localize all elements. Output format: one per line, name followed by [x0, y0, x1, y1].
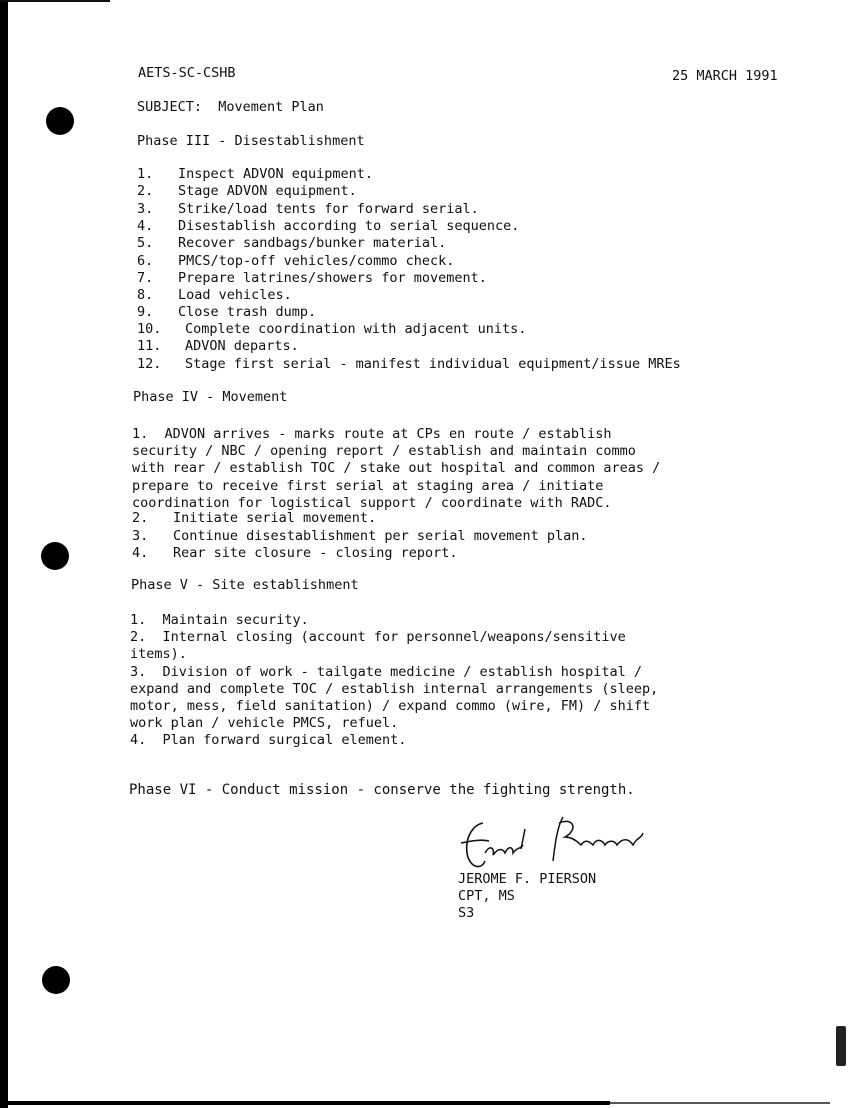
phase5-line: 1. Maintain security.	[130, 612, 309, 628]
phase3-item	[137, 254, 454, 269]
phase5-line: 4. Plan forward surgical element.	[130, 732, 407, 748]
item-text: Prepare latrines/showers for movement.	[178, 270, 487, 286]
phase5-line: items).	[130, 646, 187, 662]
punch-hole-bottom	[42, 966, 70, 994]
phase3-item	[137, 322, 526, 337]
scan-bottom-edge-faint	[610, 1102, 830, 1104]
item-text: Stage ADVON equipment.	[178, 183, 357, 199]
phase5-line: 3. Division of work - tailgate medicine / establish hospital /	[130, 664, 643, 680]
item-text: Strike/load tents for forward serial.	[178, 201, 479, 217]
item-number: 3.	[137, 201, 154, 217]
item-text: Initiate serial movement.	[173, 510, 377, 526]
phase6-text: Phase VI - Conduct mission - conserve the fighting strength.	[129, 782, 635, 798]
item-number: 4.	[132, 545, 149, 561]
item-number: 10.	[137, 321, 162, 337]
handwritten-signature	[455, 815, 645, 875]
item-number: 8.	[137, 287, 154, 303]
punch-hole-top	[46, 107, 74, 135]
item-number: 4.	[137, 218, 154, 234]
phase3-item	[137, 271, 487, 286]
phase3-item	[137, 167, 373, 182]
scan-left-edge	[0, 0, 8, 1108]
signer-name: JEROME F. PIERSON	[458, 871, 597, 887]
phase5-title: Phase V - Site establishment	[131, 577, 359, 593]
item-text: Inspect ADVON equipment.	[178, 166, 374, 182]
phase3-item	[137, 219, 519, 234]
phase3-item	[137, 357, 681, 372]
item-number: 2.	[132, 510, 149, 526]
item-text: Recover sandbags/bunker material.	[178, 235, 447, 251]
phase4-item1-line: coordination for logistical support / coordinate with RADC.	[132, 494, 612, 511]
phase3-item	[137, 184, 357, 199]
phase4-title: Phase IV - Movement	[133, 389, 288, 405]
phase4-item1-line: 1. ADVON arrives - marks route at CPs en route / establish	[132, 426, 612, 442]
scan-top-mark	[0, 0, 110, 2]
office-symbol: AETS-SC-CSHB	[138, 65, 236, 81]
item-number: 12.	[137, 356, 162, 372]
item-number: 7.	[137, 270, 154, 286]
scan-artifact	[836, 1026, 846, 1066]
phase3-title: Phase III - Disestablishment	[137, 133, 365, 149]
item-text: Load vehicles.	[178, 287, 292, 303]
punch-hole-middle	[41, 542, 69, 570]
phase4-item1-line: with rear / establish TOC / stake out hospital and common areas /	[132, 460, 661, 477]
signer-rank: CPT, MS	[458, 888, 515, 904]
phase3-item	[137, 288, 292, 303]
item-number: 2.	[137, 183, 154, 199]
phase5-line: 2. Internal closing (account for personnel/weapons/sensitive	[130, 629, 626, 645]
item-number: 3.	[132, 528, 149, 544]
item-text: Rear site closure - closing report.	[173, 545, 458, 561]
phase5-line: work plan / vehicle PMCS, refuel.	[130, 715, 399, 731]
item-text: Close trash dump.	[178, 304, 317, 320]
phase5-line: expand and complete TOC / establish internal arrangements (sleep,	[130, 681, 659, 697]
item-text: PMCS/top-off vehicles/commo check.	[178, 253, 455, 269]
phase3-item	[137, 202, 479, 217]
phase4-item	[132, 511, 376, 526]
scan-bottom-edge	[0, 1101, 610, 1105]
signer-position: S3	[458, 905, 475, 921]
item-number: 6.	[137, 253, 154, 269]
item-text: ADVON departs.	[185, 338, 299, 354]
item-text: Stage first serial - manifest individual equipment/issue MREs	[185, 356, 681, 372]
item-text: Complete coordination with adjacent units.	[185, 321, 527, 337]
phase3-item	[137, 305, 316, 320]
item-text: Continue disestablishment per serial movement plan.	[173, 528, 588, 544]
phase5-line: motor, mess, field sanitation) / expand commo (wire, FM) / shift	[130, 698, 651, 714]
subject-line: SUBJECT: Movement Plan	[137, 99, 324, 115]
item-number: 9.	[137, 304, 154, 320]
item-number: 1.	[137, 166, 154, 182]
letter-date: 25 MARCH 1991	[672, 68, 778, 84]
phase4-item	[132, 529, 588, 544]
item-number: 5.	[137, 235, 154, 251]
phase4-item1-line: prepare to receive first serial at staging area / initiate	[132, 477, 604, 494]
item-text: Disestablish according to serial sequence.	[178, 218, 520, 234]
phase3-item	[137, 236, 446, 251]
phase4-item	[132, 546, 457, 561]
phase3-item	[137, 339, 299, 354]
phase4-item1-line: security / NBC / opening report / establish and maintain commo	[132, 443, 636, 460]
item-number: 11.	[137, 338, 162, 354]
